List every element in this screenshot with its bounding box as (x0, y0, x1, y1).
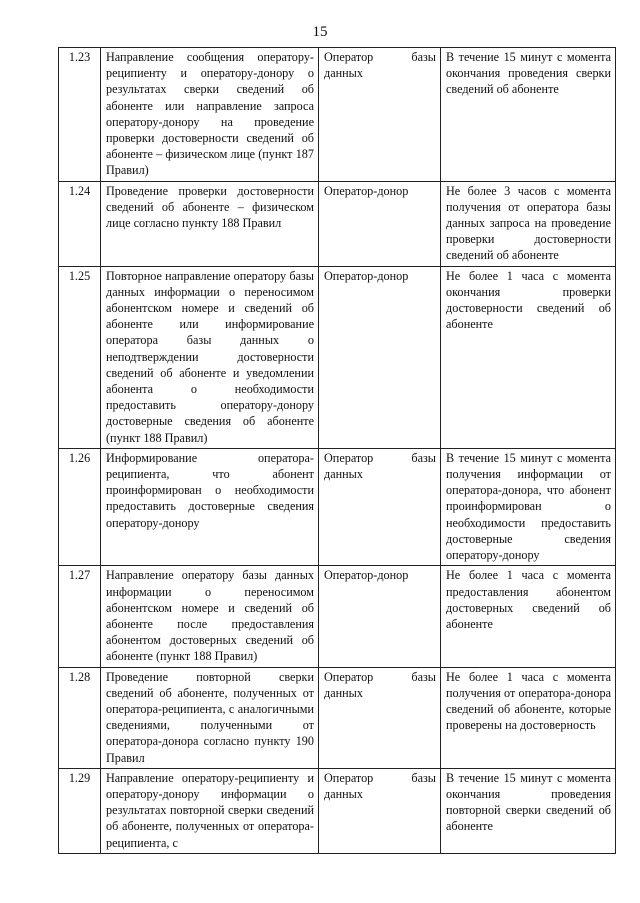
table-row (59, 667, 616, 768)
row-deadline: В течение 15 минут с момента окончания проведения сверки сведений об абоненте (441, 48, 616, 182)
page-number: 15 (312, 24, 328, 40)
row-deadline: Не более 1 часа с момента окончания проверки достоверности сведений об абоненте (441, 266, 616, 448)
table-row (59, 266, 616, 448)
table-row (59, 566, 616, 667)
row-action: Повторное направление оператору базы данных информации о переносимом абонентском номере и сведений об абоненте или информирование оператора базы данных о неподтверждении достоверности сведений об абоненте и уведомлении абонента о необходимости предоставить оператору-донору достоверные сведения об абоненте (пункт 188 Правил) (101, 266, 319, 448)
row-executor: Оператор базы данных (319, 768, 441, 853)
row-action: Направление сообщения оператору-реципиенту и оператору-донору о результатах сверки сведений об абоненте или направление запроса оператору-донору на проведение проверки достоверности сведений об абоненте – физическом лице (пункт 187 Правил) (101, 48, 319, 182)
row-executor: Оператор базы данных (319, 48, 441, 182)
table-row (59, 448, 616, 565)
row-action: Проведение повторной сверки сведений об абоненте, полученных от оператора-реципиента, с аналогичными сведениями, полученными от оператора-донора согласно пункту 190 Правил (101, 667, 319, 768)
row-number: 1.27 (59, 566, 101, 667)
row-action: Направление оператору базы данных информации о переносимом абонентском номере и сведений об абоненте после предоставления абонентом достоверных сведений об абоненте (пункт 188 Правил) (101, 566, 319, 667)
row-number: 1.28 (59, 667, 101, 768)
procedure-table (58, 47, 616, 854)
row-number: 1.29 (59, 768, 101, 853)
row-deadline: В течение 15 минут с момента окончания проведения повторной сверки сведений об абоненте (441, 768, 616, 853)
row-executor: Оператор-донор (319, 566, 441, 667)
table-row (59, 181, 616, 266)
row-deadline: В течение 15 минут с момента получения информации от оператора-донора, что абонент проинформирован о необходимости предоставить достоверные сведения оператору-донору (441, 448, 616, 565)
table-row (59, 768, 616, 853)
row-action: Информирование оператора-реципиента, что абонент проинформирован о необходимости предоставить достоверные сведения оператору-донору (101, 448, 319, 565)
row-number: 1.23 (59, 48, 101, 182)
row-executor: Оператор базы данных (319, 667, 441, 768)
row-executor: Оператор-донор (319, 266, 441, 448)
row-executor: Оператор базы данных (319, 448, 441, 565)
row-number: 1.25 (59, 266, 101, 448)
table-row (59, 48, 616, 182)
row-action: Направление оператору-реципиенту и оператору-донору информации о результатах повторной сверки сведений об абоненте, полученных от оператора-реципиента, с (101, 768, 319, 853)
row-deadline: Не более 1 часа с момента получения от оператора-донора сведений об абоненте, которые проверены на достоверность (441, 667, 616, 768)
row-action: Проведение проверки достоверности сведений об абоненте – физическом лице согласно пункту 188 Правил (101, 181, 319, 266)
row-number: 1.24 (59, 181, 101, 266)
row-deadline: Не более 3 часов с момента получения от оператора базы данных запроса на проведение проверки достоверности сведений об абоненте (441, 181, 616, 266)
row-deadline: Не более 1 часа с момента предоставления абонентом достоверных сведений об абоненте (441, 566, 616, 667)
row-executor: Оператор-донор (319, 181, 441, 266)
row-number: 1.26 (59, 448, 101, 565)
